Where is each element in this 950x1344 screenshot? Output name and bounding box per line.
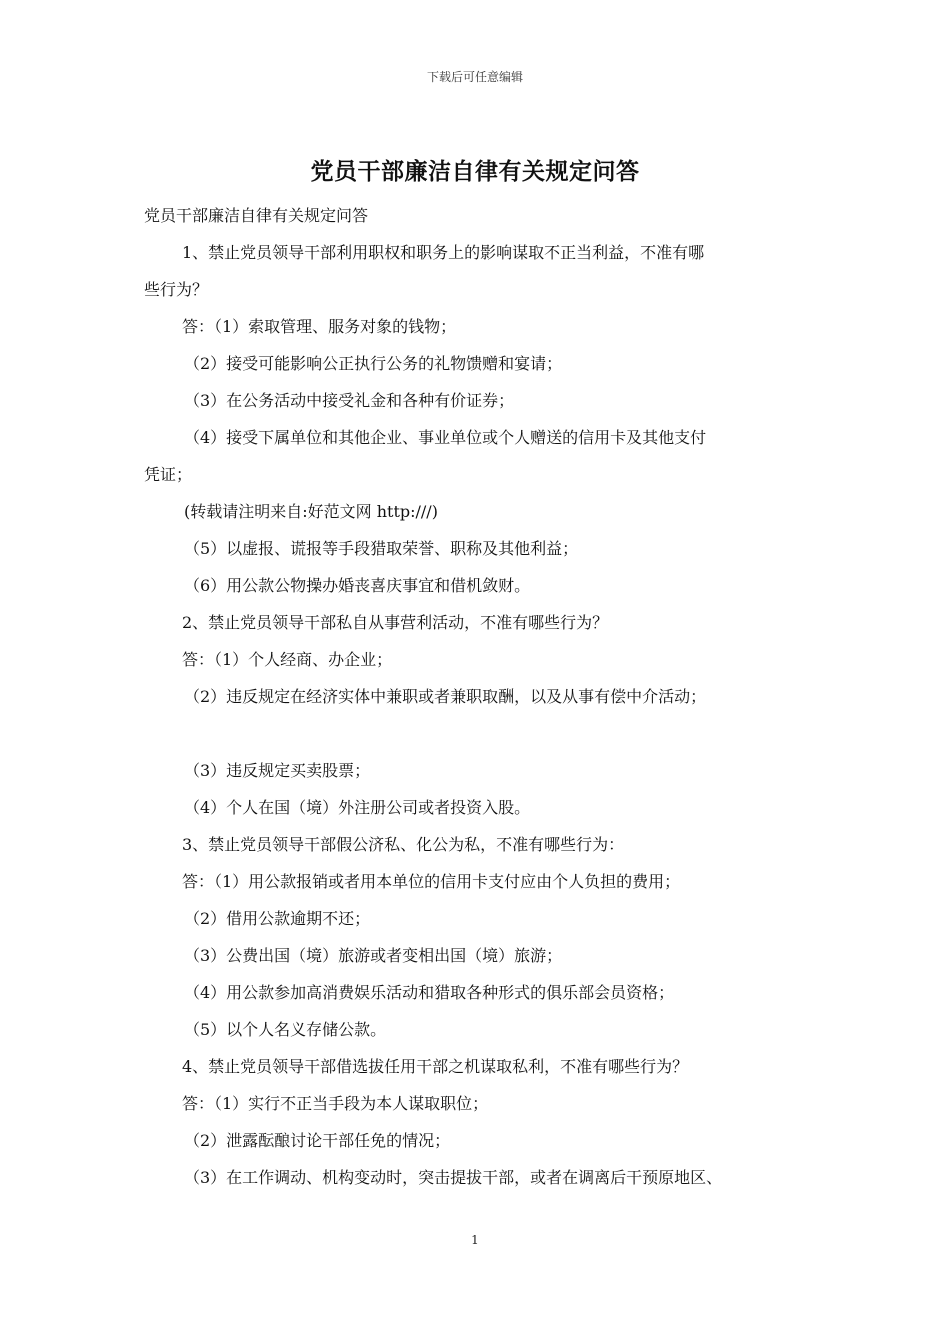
blank-line bbox=[144, 715, 820, 752]
answer-1-item-4-cont: 凭证； bbox=[144, 465, 193, 484]
answer-1-item-2: （2）接受可能影响公正执行公务的礼物馈赠和宴请； bbox=[184, 354, 563, 373]
header-note: 下载后可任意编辑 bbox=[426, 70, 523, 84]
document-body bbox=[144, 197, 820, 1196]
answer-3-item-2: （2）借用公款逾期不还； bbox=[184, 909, 371, 928]
answer-1-item-3: （3）在公务活动中接受礼金和各种有价证券； bbox=[184, 391, 515, 410]
question-1: 1、禁止党员领导干部利用职权和职务上的影响谋取不正当利益，不准有哪 bbox=[182, 243, 705, 262]
answer-1-item-6: （6）用公款公物操办婚丧喜庆事宜和借机敛财。 bbox=[184, 576, 531, 595]
subtitle-line: 党员干部廉洁自律有关规定问答 bbox=[144, 206, 369, 225]
answer-3-item-5: （5）以个人名义存储公款。 bbox=[184, 1020, 387, 1039]
document-title: 党员干部廉洁自律有关规定问答 bbox=[310, 158, 640, 185]
answer-2-item-3: （3）违反规定买卖股票； bbox=[184, 761, 371, 780]
question-3: 3、禁止党员领导干部假公济私、化公为私，不准有哪些行为： bbox=[182, 835, 625, 854]
answer-2-item-2: （2）违反规定在经济实体中兼职或者兼职取酬，以及从事有偿中介活动； bbox=[184, 687, 707, 706]
answer-1-item-5: （5）以虚报、谎报等手段猎取荣誉、职称及其他利益； bbox=[184, 539, 579, 558]
question-1-cont: 些行为？ bbox=[144, 280, 209, 299]
answer-3-item-4: （4）用公款参加高消费娱乐活动和猎取各种形式的俱乐部会员资格； bbox=[184, 983, 675, 1002]
answer-2-item-4: （4）个人在国（境）外注册公司或者投资入股。 bbox=[184, 798, 531, 817]
answer-1-item-4: （4）接受下属单位和其他企业、事业单位或个人赠送的信用卡及其他支付 bbox=[184, 428, 707, 447]
answer-3-item-1: 答：（1）用公款报销或者用本单位的信用卡支付应由个人负担的费用； bbox=[182, 872, 681, 891]
answer-4-item-3: （3）在工作调动、机构变动时，突击提拔干部，或者在调离后干预原地区、 bbox=[184, 1168, 723, 1187]
answer-4-item-1: 答：（1）实行不正当手段为本人谋取职位； bbox=[182, 1094, 489, 1113]
answer-4-item-2: （2）泄露酝酿讨论干部任免的情况； bbox=[184, 1131, 451, 1150]
question-4: 4、禁止党员领导干部借选拔任用干部之机谋取私利，不准有哪些行为？ bbox=[182, 1057, 689, 1076]
answer-1-item-1: 答：（1）索取管理、服务对象的钱物； bbox=[182, 317, 457, 336]
page-number: 1 bbox=[471, 1233, 479, 1247]
answer-3-item-3: （3）公费出国（境）旅游或者变相出国（境）旅游； bbox=[184, 946, 563, 965]
source-note: (转载请注明来自:好范文网 http:///) bbox=[184, 502, 438, 521]
question-2: 2、禁止党员领导干部私自从事营利活动，不准有哪些行为？ bbox=[182, 613, 609, 632]
answer-2-item-1: 答：（1）个人经商、办企业； bbox=[182, 650, 393, 669]
